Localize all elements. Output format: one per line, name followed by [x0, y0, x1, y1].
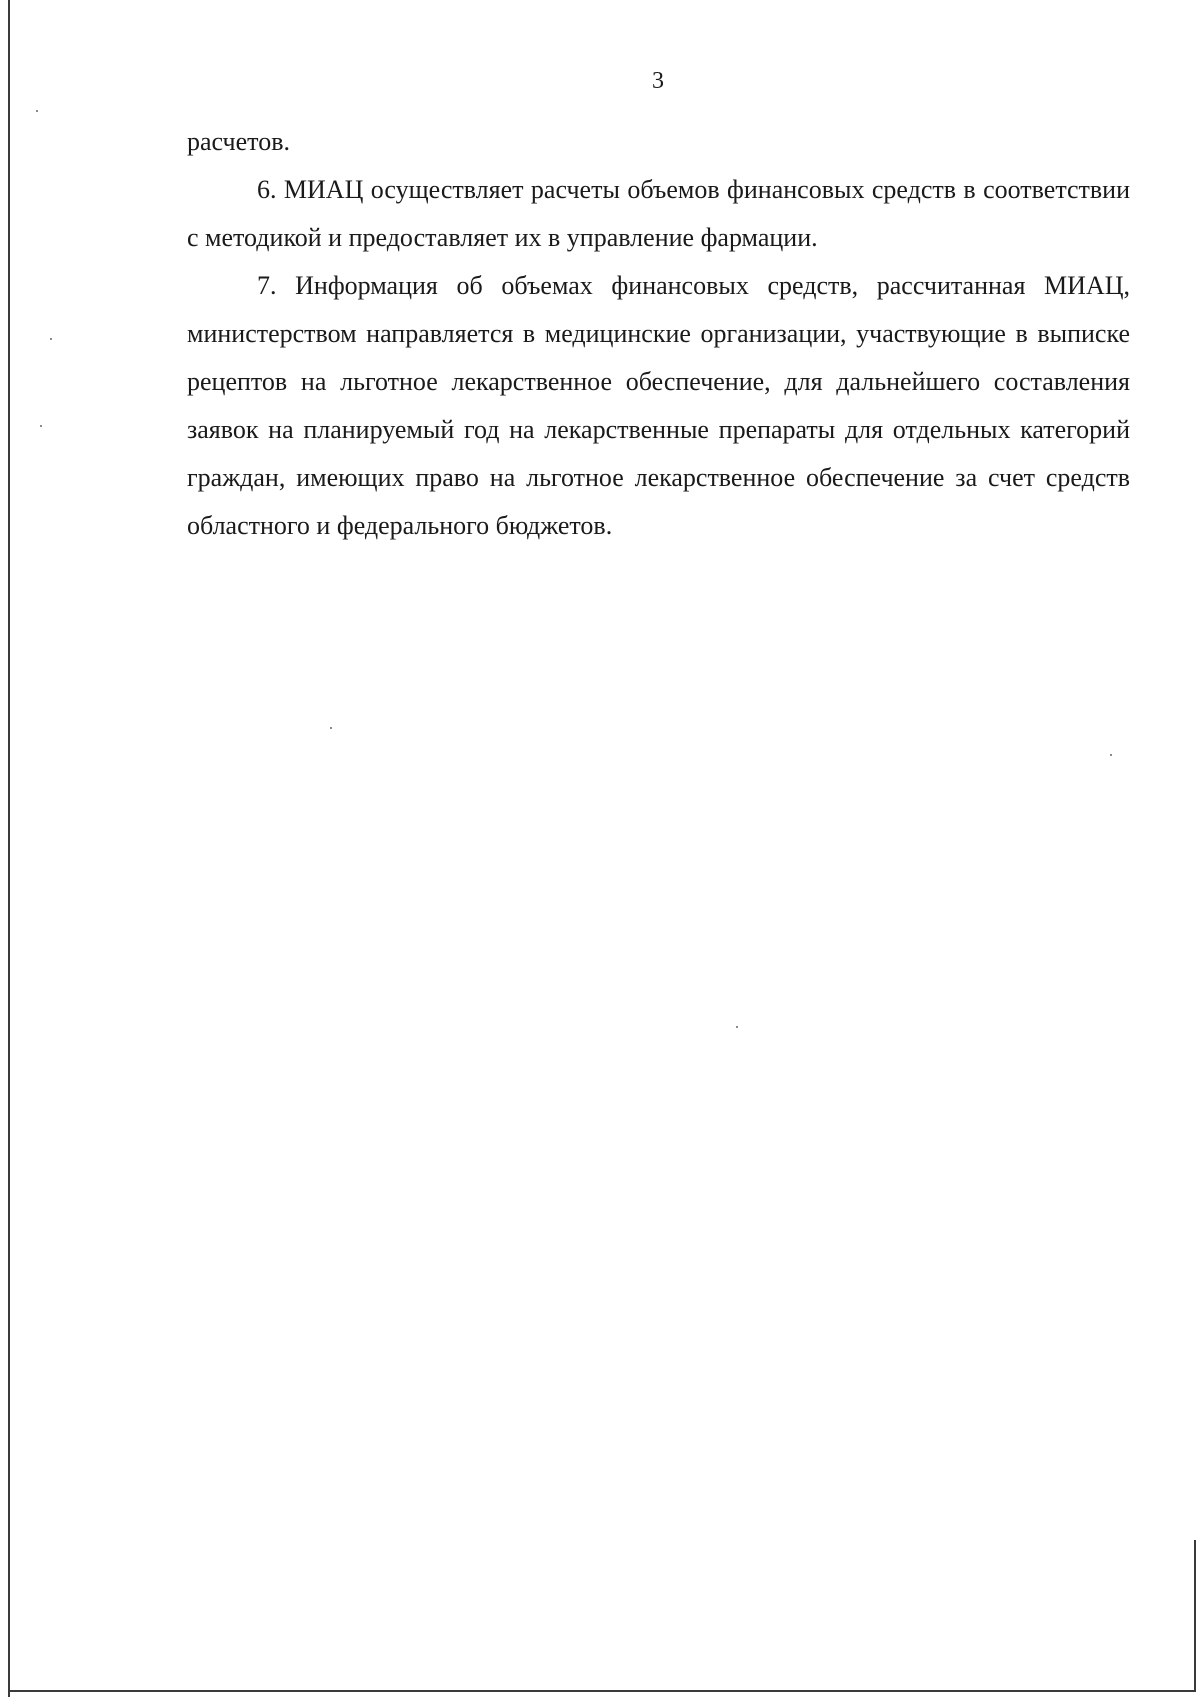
scan-border-bottom: [8, 1690, 1196, 1692]
paragraph-item-7: 7. Информация об объемах финансовых средств, рассчитанная МИАЦ, министерством направляется в медицинские организации, участвующие в выписке рецептов на льготное лекарственное обеспечение, для дальнейшего составления заявок на планируемый год на лекарственные препараты для отдельных категорий граждан, имеющих право на льготное лекарственное обеспечение за счет средств областного и федерального бюджетов.: [187, 271, 1130, 540]
page-number: 3: [652, 68, 664, 94]
paragraph-item-6: 6. МИАЦ осуществляет расчеты объемов финансовых средств в соответствии с методикой и предоставляет их в управление фармации.: [187, 175, 1130, 252]
scan-speck: [736, 1026, 738, 1028]
scan-border-left: [8, 0, 10, 1697]
paragraph-continuation: расчетов.: [187, 127, 290, 156]
scan-speck: [50, 338, 52, 340]
scan-speck: [40, 425, 42, 427]
scan-border-right: [1194, 1540, 1196, 1692]
document-body: [187, 118, 1130, 550]
scan-speck: [1110, 754, 1112, 756]
scan-speck: [330, 727, 332, 729]
scan-speck: [36, 110, 38, 112]
